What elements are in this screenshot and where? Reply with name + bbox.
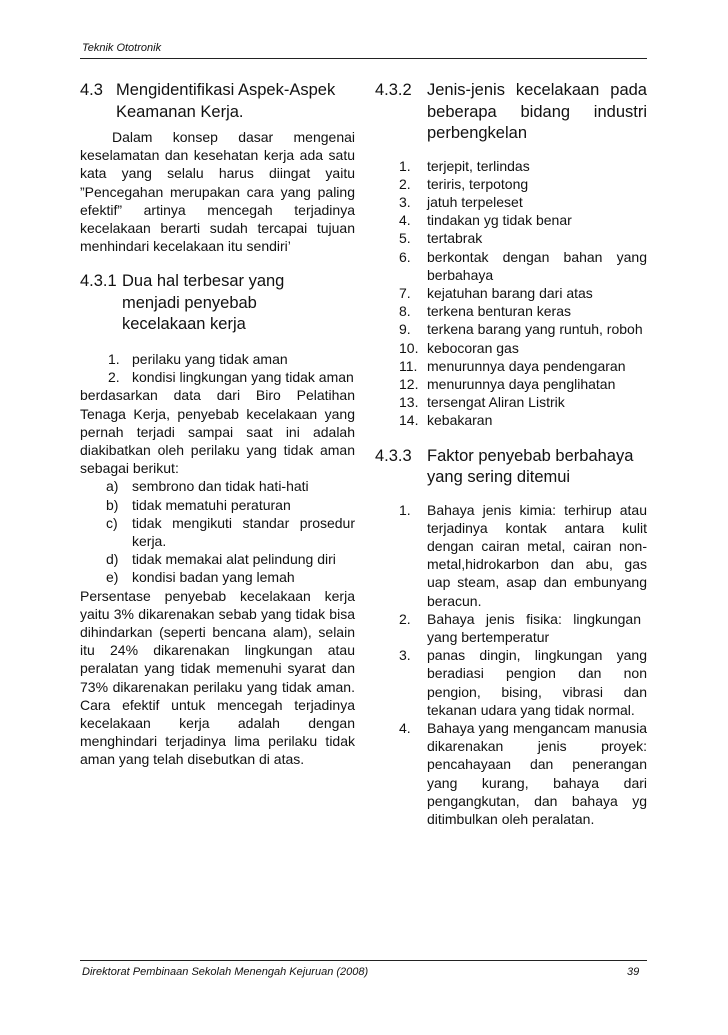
section-number: 4.3.1 (80, 272, 117, 291)
list-item: 1. terjepit, terlindas (399, 157, 530, 174)
section-4-3-2-heading (375, 80, 647, 145)
section-title: Mengidentifikasi Aspek-Aspek Keamanan Kerja. (116, 81, 336, 121)
list-item: 8. terkena benturan keras (399, 303, 571, 320)
list-item: a) sembrono dan tidak hati-hati (106, 478, 309, 495)
section-number: 4.3.3 (375, 446, 412, 465)
list-item: 2. teriris, terpotong (399, 175, 529, 192)
list-item: 2. Bahaya jenis fisika: lingkungan yang bertemperatur (399, 610, 641, 645)
list-item: 11. menurunnya daya pendengaran (399, 357, 626, 374)
section-title: Faktor penyebab berbahaya yang sering ditemui (427, 446, 634, 487)
list-item: 3. jatuh terpeleset (399, 193, 523, 210)
footer-divider (80, 960, 647, 961)
list-item: 10. kebocoran gas (399, 339, 519, 356)
list-item: b) tidak mematuhi peraturan (106, 496, 291, 513)
list-item: 9. terkena barang yang runtuh, roboh (399, 321, 643, 338)
list-item: 12. menurunnya daya penglihatan (399, 375, 616, 392)
section-number: 4.3.2 (375, 81, 412, 99)
footer-text: Direktorat Pembinaan Sekolah Menengah Kejuruan (2008) (82, 966, 369, 978)
list-item: e) kondisi badan yang lemah (106, 569, 295, 586)
unsafe-behavior-list (80, 477, 355, 586)
left-column (80, 80, 355, 769)
section-4-3-1-paragraph-2: Persentase penyebab kecelakaan kerja yaitu 3% dikarenakan sebab yang tidak bisa dihindarkan (seperti bencana alam), selain itu 24% dikarenakan lingkungan atau peralatan yang tidak memenuhi syarat dan 73% dikarenakan perilaku yang tidak aman. Cara efektif untuk mencegah terjadinya kecelakaan kerja adalah dengan menghindari terjadinya lima perilaku tidak aman yang telah disebutkan di atas. (80, 587, 355, 768)
page-number: 39 (627, 966, 640, 978)
list-item: 1. perilaku yang tidak aman (108, 350, 288, 367)
accident-type-list (375, 157, 647, 430)
section-4-3-heading (80, 80, 355, 123)
section-4-3-1-paragraph-1: berdasarkan data dari Biro Pelatihan Tenaga Kerja, penyebab kecelakaan yang pernah terjadi sampai saat ini adalah diakibatkan oleh perilaku yang tidak aman sebagai berikut: (80, 387, 355, 477)
list-item: d) tidak memakai alat pelindung diri (106, 551, 336, 568)
cause-list (80, 350, 355, 386)
section-4-3-3-heading (375, 446, 647, 489)
section-title: Jenis-jenis kecelakaan pada beberapa bidang industri perbengkelan (427, 81, 647, 142)
list-item: 6. berkontak dengan bahan yang berbahaya (399, 248, 647, 283)
list-item: 4. Bahaya yang mengancam manusia dikarenakan jenis proyek: pencahayaan dan penerangan yang kurang, bahaya dari pengangkutan, dan bahaya yg ditimbulkan oleh peralatan. (399, 719, 647, 827)
list-item: 14. kebakaran (399, 412, 493, 429)
list-item: 2. kondisi lingkungan yang tidak aman (108, 369, 354, 386)
running-header: Teknik Ototronik (82, 42, 162, 54)
list-item: 4. tindakan yg tidak benar (399, 212, 572, 229)
list-item: 3. panas dingin, lingkungan yang beradiasi pengion dan non pengion, bising, vibrasi dan tekanan udara yang tidak normal. (399, 647, 647, 718)
header-divider (80, 58, 647, 59)
right-column (375, 80, 647, 828)
hazard-factor-list (375, 501, 647, 829)
list-item: 1. Bahaya jenis kimia: terhirup atau terjadinya kontak antara kulit dengan cairan metal, cairan non-metal,hidrokarbon dan abu, gas uap steam, asap dan embunyang beracun. (399, 501, 647, 609)
section-4-3-1-heading (80, 271, 355, 336)
list-item: 13. tersengat Aliran Listrik (399, 394, 565, 411)
list-item: 7. kejatuhan barang dari atas (399, 284, 593, 301)
section-4-3-paragraph: Dalam konsep dasar mengenai keselamatan dan kesehatan kerja ada satu kata yang selalu harus diingat yaitu ”Pencegahan merupakan cara yang paling efektif” artinya mencegah terjadinya kecelakaan berarti sudah tercapai tujuan menhindari kecelakaan itu sendiri’ (80, 129, 355, 255)
list-item: c) tidak mengikuti standar prosedur kerja. (106, 514, 355, 549)
section-number: 4.3 (80, 81, 103, 99)
section-title: Dua hal terbesar yang menjadi penyebab kecelakaan kerja (122, 272, 285, 334)
list-item: 5. tertabrak (399, 230, 483, 247)
